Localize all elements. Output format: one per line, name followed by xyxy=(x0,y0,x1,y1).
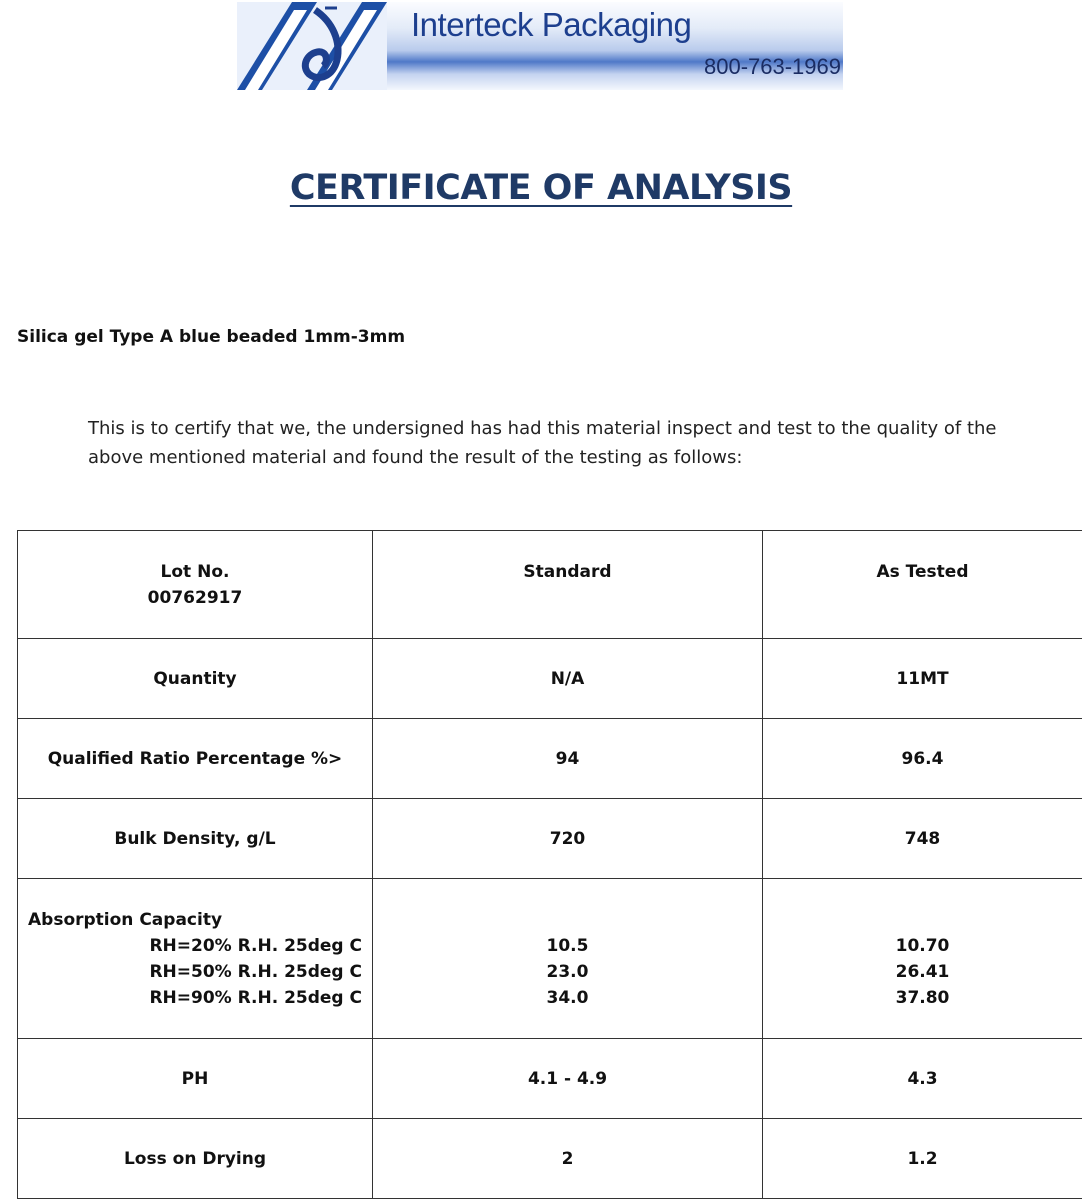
row-standard: 2 xyxy=(373,1119,763,1199)
absorption-item-cell xyxy=(18,879,373,1039)
absorption-tested-value: 10.70 xyxy=(895,935,950,956)
document-title xyxy=(0,168,1082,208)
company-logo-icon xyxy=(237,2,387,90)
table-row xyxy=(18,1119,1082,1199)
lot-cell xyxy=(18,531,373,639)
absorption-label: Absorption Capacity xyxy=(28,909,223,930)
analysis-table xyxy=(17,530,1082,1199)
absorption-tested-value: 26.41 xyxy=(895,961,950,982)
row-tested: 1.2 xyxy=(763,1119,1082,1199)
standard-column-header: Standard xyxy=(373,531,763,639)
absorption-standard-cell xyxy=(373,879,763,1039)
row-item: PH xyxy=(18,1039,373,1119)
company-phone: 800-763-1969 xyxy=(703,54,841,79)
row-tested: 4.3 xyxy=(763,1039,1082,1119)
absorption-tested-value: 37.80 xyxy=(895,987,950,1008)
row-standard: N/A xyxy=(373,639,763,719)
row-tested: 11MT xyxy=(763,639,1082,719)
row-item: Bulk Density, g/L xyxy=(18,799,373,879)
absorption-standard-value: 34.0 xyxy=(546,987,589,1008)
row-tested: 96.4 xyxy=(763,719,1082,799)
absorption-tested-cell xyxy=(763,879,1082,1039)
absorption-condition: RH=20% R.H. 25deg C xyxy=(149,935,362,956)
document-title-text: CERTIFICATE OF ANALYSIS xyxy=(289,168,793,208)
row-item: Qualified Ratio Percentage %> xyxy=(18,719,373,799)
absorption-standard-value: 23.0 xyxy=(546,961,589,982)
absorption-condition: RH=90% R.H. 25deg C xyxy=(149,987,362,1008)
company-name: Interteck Packaging xyxy=(411,6,692,43)
row-standard: 720 xyxy=(373,799,763,879)
company-banner xyxy=(237,2,843,90)
absorption-condition: RH=50% R.H. 25deg C xyxy=(149,961,362,982)
row-standard: 94 xyxy=(373,719,763,799)
lot-number: 00762917 xyxy=(147,588,243,608)
table-row xyxy=(18,639,1082,719)
row-item: Loss on Drying xyxy=(18,1119,373,1199)
product-name: Silica gel Type A blue beaded 1mm-3mm xyxy=(17,327,406,347)
row-item: Quantity xyxy=(18,639,373,719)
table-row xyxy=(18,719,1082,799)
table-row xyxy=(18,1039,1082,1119)
absorption-standard-value: 10.5 xyxy=(546,935,589,956)
lot-label: Lot No. xyxy=(160,562,230,582)
row-tested: 748 xyxy=(763,799,1082,879)
as-tested-column-header: As Tested xyxy=(763,531,1082,639)
table-header-row xyxy=(18,531,1082,639)
row-standard: 4.1 - 4.9 xyxy=(373,1039,763,1119)
absorption-row xyxy=(18,879,1082,1039)
certification-statement: This is to certify that we, the undersigned has had this material inspect and test to the quality of the above mentioned material and found the result of the testing as follows: xyxy=(88,418,997,468)
table-row xyxy=(18,799,1082,879)
